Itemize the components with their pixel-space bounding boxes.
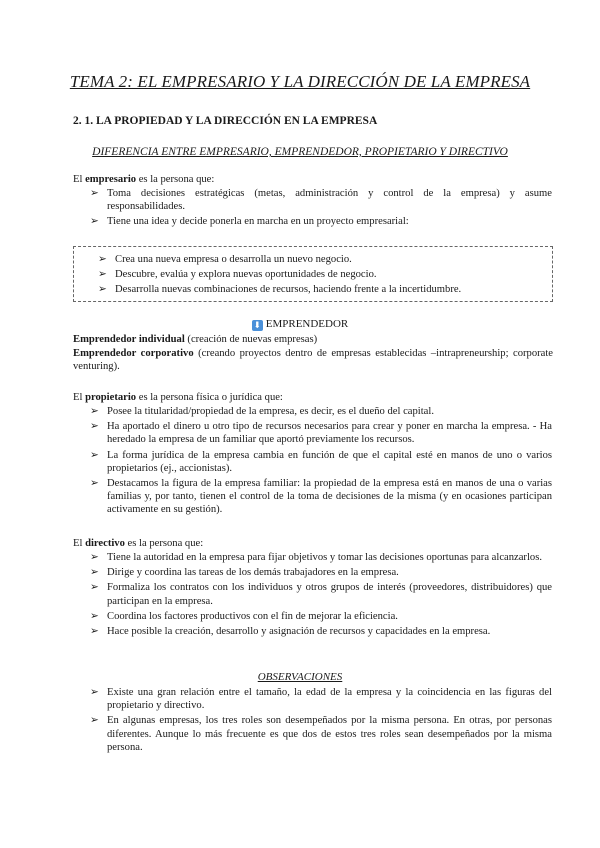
- list-item: ➢ Tiene la autoridad en la empresa para fijar objetivos y tomar las decisiones oportunas para alcanzarlos.: [90, 552, 542, 563]
- arrow-bullet-icon: ➢: [90, 610, 99, 622]
- directivo-list: [90, 551, 552, 640]
- box-list: [98, 253, 538, 299]
- arrow-bullet-icon: ➢: [98, 269, 107, 281]
- arrow-bullet-icon: ➢: [90, 626, 99, 638]
- arrow-bullet-icon: ➢: [90, 188, 99, 199]
- arrow-bullet-icon: ➢: [90, 582, 99, 594]
- arrow-bullet-icon: ➢: [90, 421, 99, 433]
- arrow-bullet-icon: ➢: [90, 715, 99, 727]
- list-item: ➢ Desarrolla nuevas combinaciones de recursos, haciendo frente a la incertidumbre.: [98, 284, 462, 296]
- list-item: ➢ En algunas empresas, los tres roles son desempeñados por la misma persona. En otras, por personas diferentes. Aunque lo más frecuente es que dos de estos tres roles sean desempeñados por la misma persona.: [90, 715, 552, 753]
- arrow-bullet-icon: ➢: [98, 254, 107, 265]
- arrow-bullet-icon: ➢: [90, 478, 99, 490]
- document-title: TEMA 2: EL EMPRESARIO Y LA DIRECCIÓN DE LA EMPRESA: [69, 72, 531, 91]
- empresario-term: empresario: [85, 174, 137, 185]
- directivo-term: directivo: [85, 538, 125, 549]
- list-item: ➢ Toma decisiones estratégicas (metas, administración y control de la empresa) y asume responsabilidades.: [90, 188, 552, 213]
- emprendedor-corporativo: Emprendedor corporativo (creando proyectos dentro de empresas establecidas –intrapreneurship; corporate venturing).: [73, 348, 554, 373]
- arrow-bullet-icon: ➢: [90, 406, 99, 417]
- list-item: ➢ Posee la titularidad/propiedad de la empresa, es decir, es el dueño del capital.: [90, 406, 434, 417]
- emprendedor-label: EMPRENDEDOR: [265, 318, 349, 330]
- arrow-bullet-icon: ➢: [98, 284, 107, 296]
- list-item: ➢ Ha aportado el dinero u otro tipo de recursos necesarios para crear y poner en marcha la empresa. - Ha heredado la empresa de un familiar que aportó previamente los recursos.: [90, 421, 552, 446]
- empresario-lead: El: [73, 174, 86, 185]
- list-item: ➢ La forma jurídica de la empresa cambia en función de que el capital esté en manos de uno o varios propietarios (ej., accionistas).: [90, 449, 552, 474]
- observaciones-list: [90, 686, 552, 756]
- arrow-bullet-icon: ➢: [90, 216, 99, 228]
- subsection-title: DIFERENCIA ENTRE EMPRESARIO, EMPRENDEDOR, PROPIETARIO Y DIRECTIVO: [92, 146, 508, 158]
- empresario-rest: es la persona que:: [136, 174, 215, 185]
- list-item: ➢ Existe una gran relación entre el tamaño, la edad de la empresa y la coincidencia en las figuras del propietario y directivo.: [90, 687, 552, 712]
- list-item: ➢ Crea una nueva empresa o desarrolla un nuevo negocio.: [98, 254, 352, 265]
- list-item: ➢ Dirige y coordina las tareas de los demás trabajadores en la empresa.: [90, 567, 399, 579]
- down-arrow-icon: ⬇: [253, 320, 261, 330]
- arrow-bullet-icon: ➢: [90, 567, 99, 579]
- directivo-intro: El directivo es la persona que:: [73, 538, 204, 549]
- arrow-bullet-icon: ➢: [90, 449, 99, 461]
- list-item: ➢ Destacamos la figura de la empresa familiar: la propiedad de la empresa está en manos de una o varias familias y, por tanto, tienen el control de la toma de decisiones de la misma (y en ocasiones participan activamente en su gestión).: [90, 478, 552, 516]
- emprendedor-individual: Emprendedor individual (creación de nuevas empresas): [73, 334, 318, 345]
- empresario-list: [90, 187, 552, 231]
- section-heading: 2. 1. LA PROPIEDAD Y LA DIRECCIÓN EN LA EMPRESA: [73, 115, 378, 127]
- emprendedor-box: [73, 246, 553, 302]
- observaciones-heading: OBSERVACIONES: [257, 671, 343, 683]
- propietario-term: propietario: [85, 392, 137, 403]
- arrow-bullet-icon: ➢: [90, 687, 99, 698]
- list-item: ➢ Tiene una idea y decide ponerla en marcha en un proyecto empresarial:: [90, 216, 409, 228]
- propietario-list: [90, 405, 552, 519]
- emprendedor-label-line: [0, 318, 600, 331]
- arrow-bullet-icon: ➢: [90, 552, 99, 563]
- empresario-intro: [73, 173, 553, 186]
- list-item: ➢ Hace posible la creación, desarrollo y asignación de recursos y capacidades en la empresa.: [90, 626, 491, 638]
- list-item: ➢ Coordina los factores productivos con el fin de mejorar la eficiencia.: [90, 610, 398, 622]
- list-item: ➢ Descubre, evalúa y explora nuevas oportunidades de negocio.: [98, 269, 377, 281]
- list-item: ➢ Formaliza los contratos con los individuos y otros grupos de interés (proveedores, distribuidores) que participan en la empresa.: [90, 582, 552, 607]
- propietario-intro: El propietario es la persona física o jurídica que:: [73, 392, 283, 403]
